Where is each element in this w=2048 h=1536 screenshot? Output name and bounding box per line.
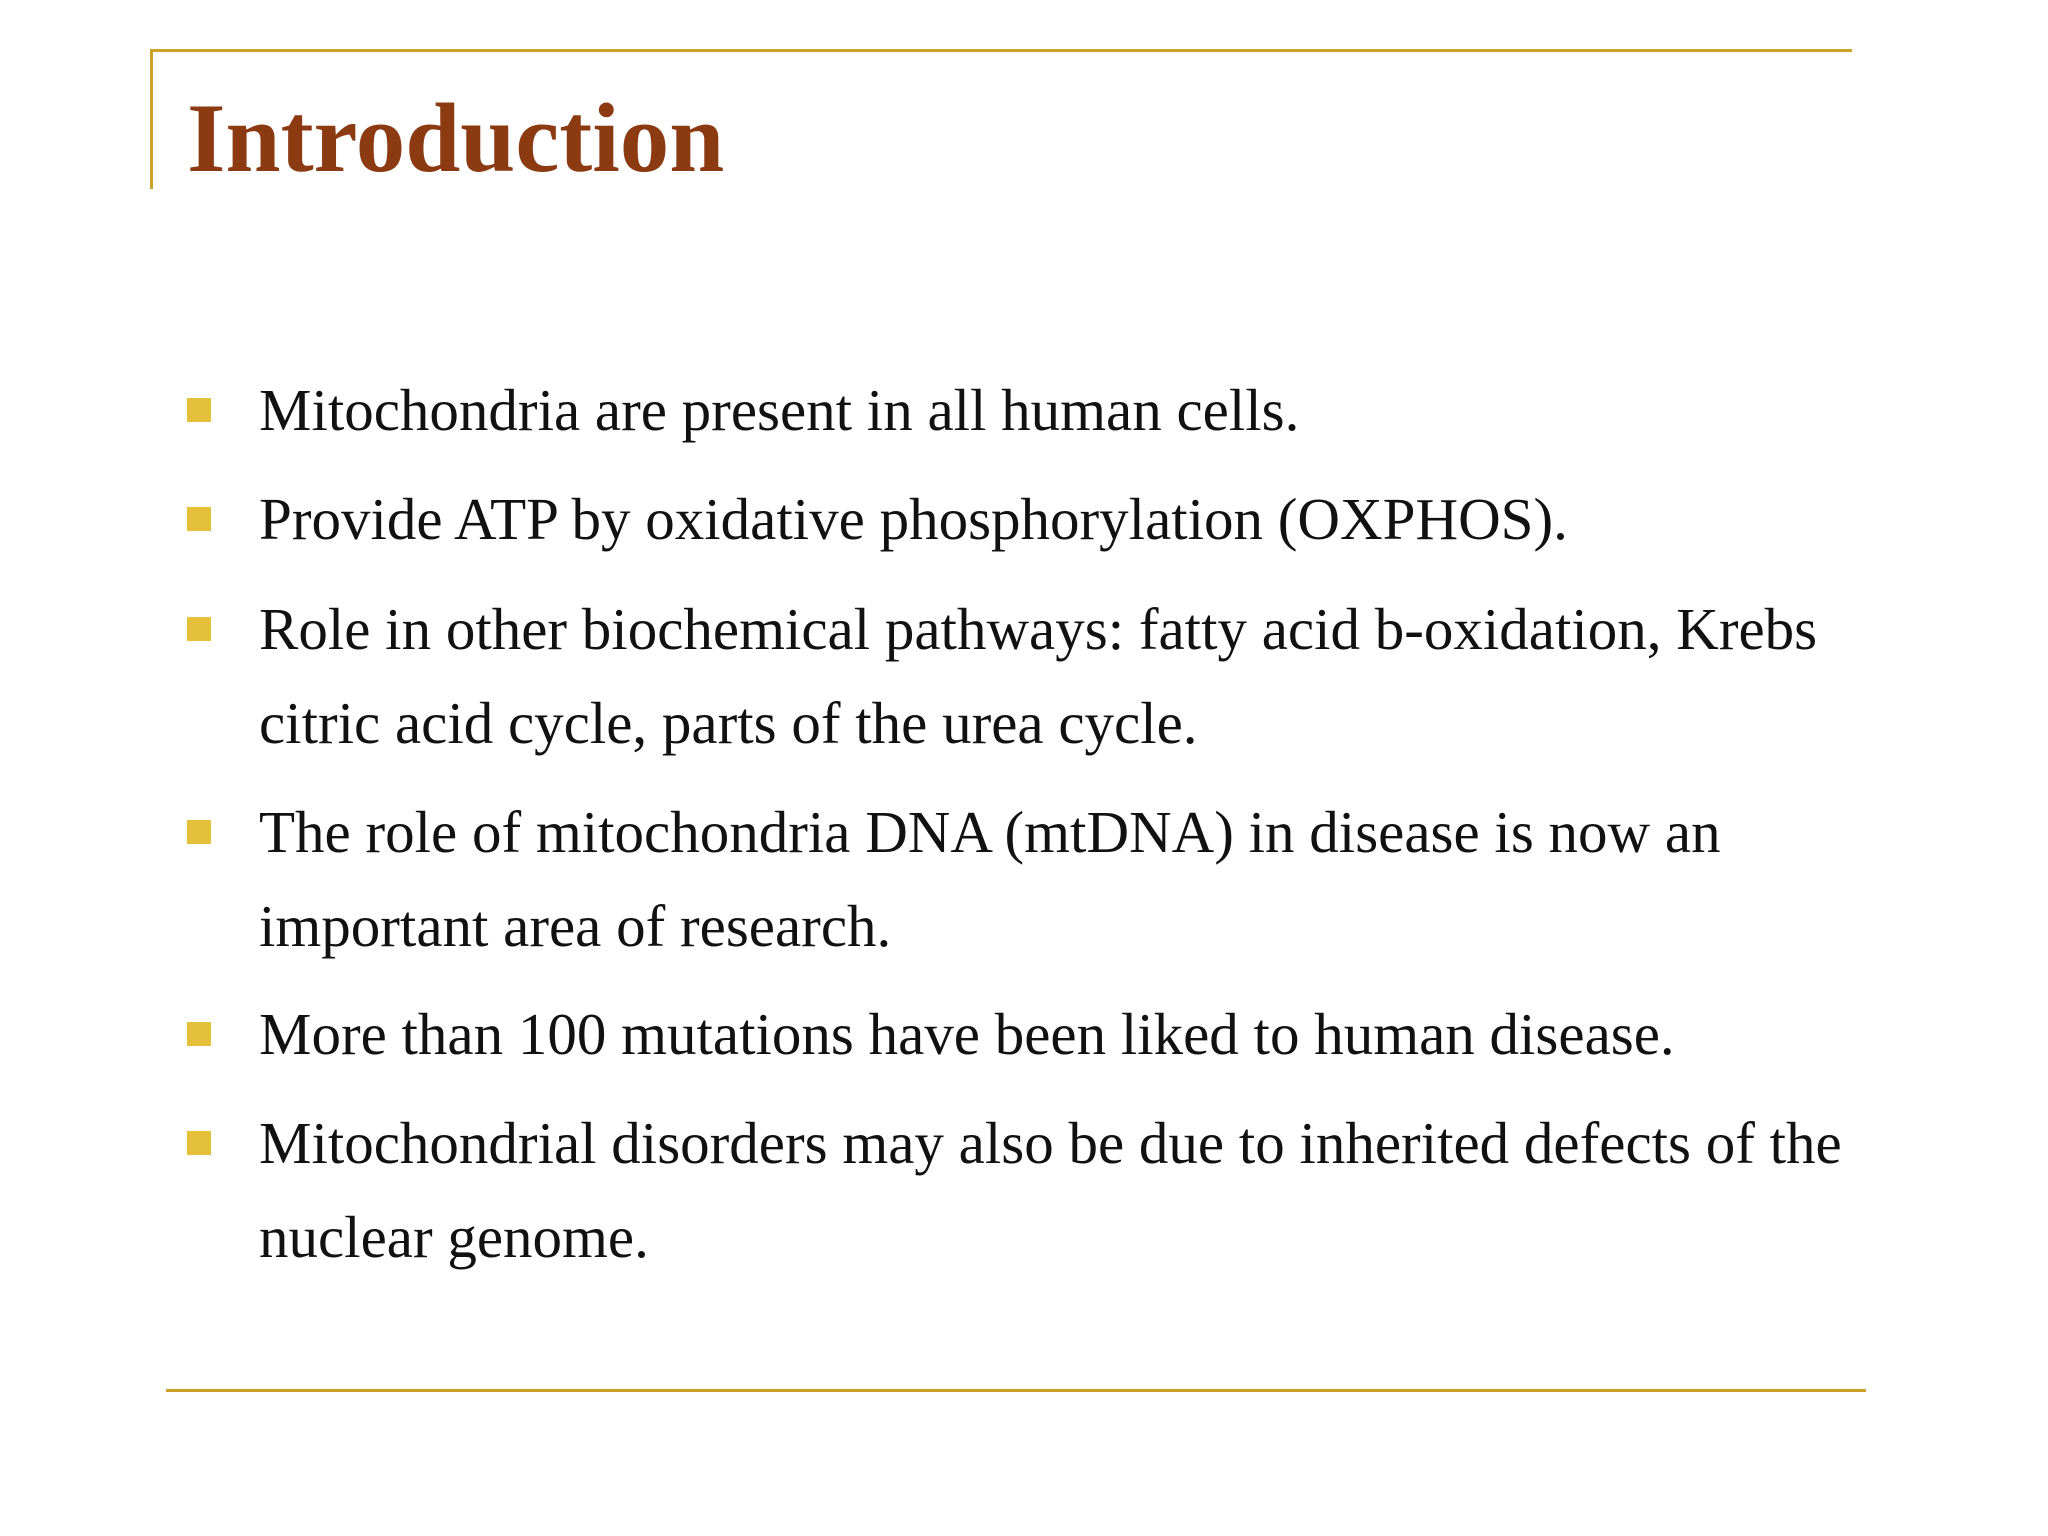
bullet-text: The role of mitochondria DNA (mtDNA) in disease is now an important area of research. — [259, 799, 1721, 959]
square-bullet-icon — [187, 617, 211, 641]
bullet-text: Mitochondria are present in all human cells. — [259, 377, 1300, 443]
square-bullet-icon — [187, 1131, 211, 1155]
bullet-text: Mitochondrial disorders may also be due to inherited defects of the nuclear genome. — [259, 1110, 1842, 1270]
square-bullet-icon — [187, 398, 211, 422]
bullet-text: Role in other biochemical pathways: fatty acid b-oxidation, Krebs citric acid cycle, parts of the urea cycle. — [259, 596, 1818, 756]
square-bullet-icon — [187, 507, 211, 531]
slide-title: Introduction — [187, 84, 725, 193]
bullet-text: Provide ATP by oxidative phosphorylation (OXPHOS). — [259, 486, 1568, 552]
square-bullet-icon — [187, 820, 211, 844]
bottom-divider — [166, 1389, 1866, 1392]
bullet-text: More than 100 mutations have been liked to human disease. — [259, 1001, 1675, 1067]
square-bullet-icon — [187, 1022, 211, 1046]
